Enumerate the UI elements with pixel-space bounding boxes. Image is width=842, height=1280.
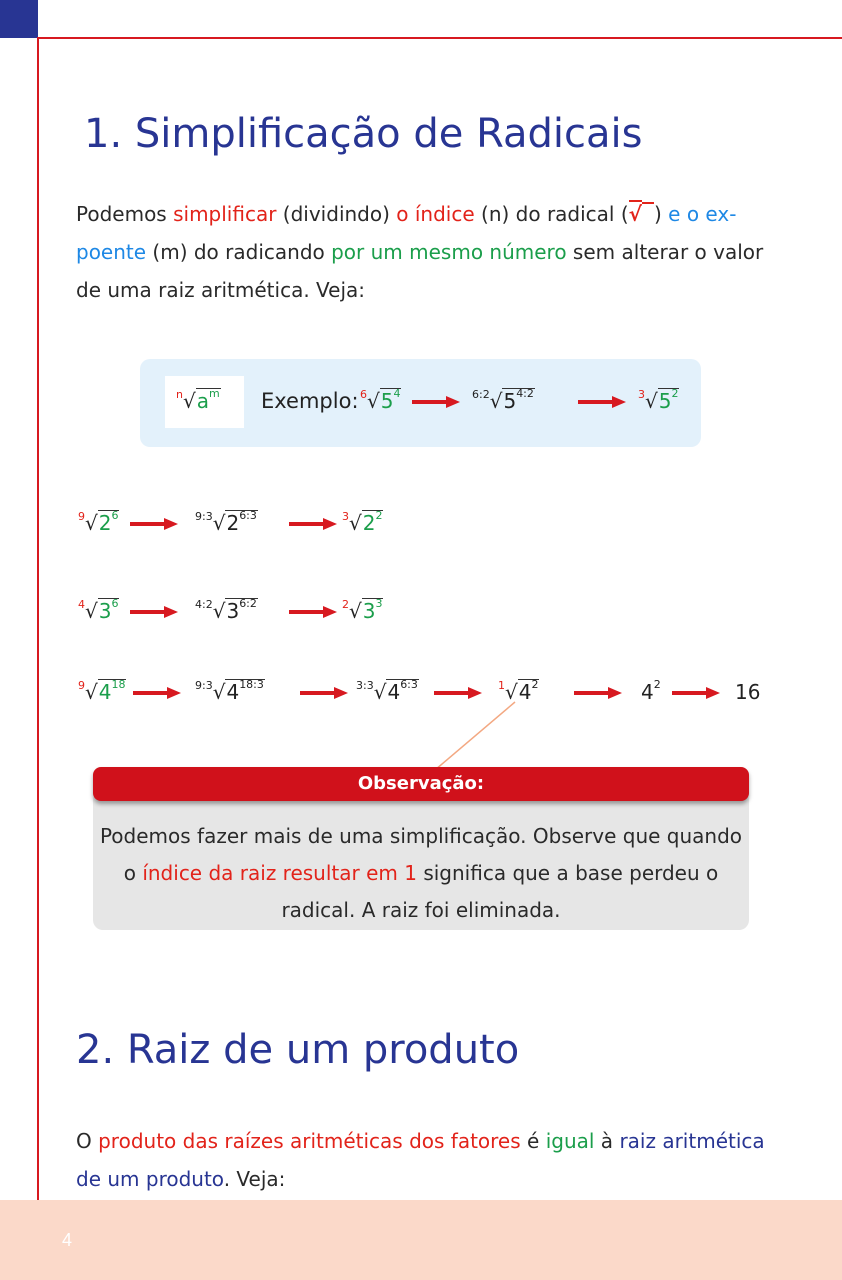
intro-highlight-raiz: de um produto bbox=[76, 1167, 224, 1191]
radicand bbox=[98, 679, 127, 704]
radical-sign: √ bbox=[85, 680, 98, 704]
step-base: 3 bbox=[98, 599, 112, 623]
radicand bbox=[98, 598, 120, 623]
observation-header bbox=[93, 767, 749, 801]
radicand bbox=[658, 388, 680, 413]
observation-text-part: o bbox=[123, 861, 143, 885]
step-index: 9:3 bbox=[195, 679, 213, 692]
radical-sign: √ bbox=[85, 511, 98, 535]
side-rule bbox=[37, 37, 39, 1200]
row3-step-5 bbox=[641, 680, 661, 704]
step-exp: 2 bbox=[653, 678, 661, 691]
step-index: 2 bbox=[342, 598, 349, 611]
section1-title: 1. Simplificação de Radicais bbox=[84, 111, 643, 157]
arrow-icon bbox=[578, 396, 626, 408]
formula-base: a bbox=[196, 389, 209, 413]
radicand bbox=[502, 388, 534, 413]
step-index: 9:3 bbox=[195, 510, 213, 523]
observation-line: Podemos fazer mais de uma simplificação. Observe que quando bbox=[99, 824, 743, 848]
intro-text: (dividindo) bbox=[276, 202, 397, 226]
radical-sign: √ bbox=[367, 389, 380, 413]
step-base: 4 bbox=[518, 680, 532, 704]
example-base: 5 bbox=[503, 389, 517, 413]
step-exp: 2 bbox=[531, 678, 539, 691]
radicand bbox=[225, 510, 257, 535]
footer-band bbox=[0, 1200, 842, 1280]
intro-text: Podemos bbox=[76, 202, 174, 226]
radical-sign: √ bbox=[349, 599, 362, 623]
intro-highlight-mesmo-numero: por um mesmo número bbox=[331, 240, 567, 264]
intro-text: é bbox=[520, 1129, 546, 1153]
intro-highlight-simplificar: simplificar bbox=[173, 202, 277, 226]
intro-text: à bbox=[594, 1129, 620, 1153]
example-base: 5 bbox=[658, 389, 672, 413]
step-exp: 2 bbox=[375, 509, 383, 522]
intro-text: de uma raiz aritmética. Veja: bbox=[76, 278, 366, 302]
step-exp: 6:3 bbox=[400, 678, 418, 691]
row2-step-1 bbox=[78, 599, 119, 623]
radical-sign: √ bbox=[505, 680, 518, 704]
arrow-icon bbox=[574, 687, 622, 699]
example-index: 6 bbox=[360, 388, 367, 401]
step-index: 9 bbox=[78, 679, 85, 692]
example-exp: 4:2 bbox=[516, 387, 534, 400]
radical-sign: √ bbox=[212, 599, 226, 623]
row3-step-1 bbox=[78, 680, 126, 704]
arrow-icon bbox=[130, 606, 178, 618]
arrow-icon bbox=[434, 687, 482, 699]
example-index: 3 bbox=[638, 388, 645, 401]
step-base: 2 bbox=[362, 511, 376, 535]
section2-intro bbox=[76, 1122, 776, 1198]
intro-text: . Veja: bbox=[223, 1167, 286, 1191]
observation-line: radical. A raiz foi eliminada. bbox=[281, 898, 561, 922]
arrow-icon bbox=[133, 687, 181, 699]
section2-title: 2. Raiz de um produto bbox=[76, 1027, 520, 1073]
intro-highlight-produto: produto das raízes aritméticas dos fatores bbox=[98, 1129, 521, 1153]
intro-text: O bbox=[76, 1129, 99, 1153]
example-exp: 2 bbox=[671, 387, 679, 400]
step-base: 3 bbox=[226, 599, 240, 623]
corner-block bbox=[0, 0, 38, 38]
row1-step-2 bbox=[195, 511, 258, 535]
example-step-3 bbox=[638, 389, 679, 413]
radicand bbox=[98, 510, 120, 535]
step-exp: 18 bbox=[111, 678, 126, 691]
step-exp: 6:3 bbox=[239, 509, 257, 522]
step-exp: 6 bbox=[111, 597, 119, 610]
intro-highlight-expoente: e o ex- bbox=[668, 202, 737, 226]
radicand bbox=[196, 388, 221, 413]
intro-highlight-igual: igual bbox=[545, 1129, 595, 1153]
radical-sign: √ bbox=[85, 599, 98, 623]
arrow-icon bbox=[300, 687, 348, 699]
arrow-icon bbox=[130, 518, 178, 530]
step-index: 4 bbox=[78, 598, 85, 611]
example-step-2 bbox=[472, 389, 535, 413]
general-formula bbox=[176, 389, 221, 413]
step-base: 4 bbox=[226, 680, 240, 704]
intro-highlight-raiz: raiz aritmética bbox=[619, 1129, 765, 1153]
arrow-icon bbox=[412, 396, 460, 408]
step-base: 2 bbox=[98, 511, 112, 535]
intro-text: (m) do radicando bbox=[146, 240, 332, 264]
observation-text-part: significa que a base perdeu o bbox=[416, 861, 719, 885]
step-exp: 3 bbox=[375, 597, 383, 610]
row1-step-1 bbox=[78, 511, 119, 535]
row3-result: 16 bbox=[735, 680, 761, 704]
radical-sign: √ bbox=[212, 680, 226, 704]
radical-sign: √ bbox=[373, 680, 387, 704]
row1-step-3 bbox=[342, 511, 383, 535]
step-exp: 6 bbox=[111, 509, 119, 522]
radical-symbol: √ bbox=[628, 202, 642, 226]
formula-exp: m bbox=[209, 387, 220, 400]
section1-intro bbox=[76, 195, 776, 309]
step-base: 4 bbox=[387, 680, 401, 704]
radical-sign: √ bbox=[645, 389, 658, 413]
intro-text: (n) do radical ( bbox=[474, 202, 629, 226]
step-index: 4:2 bbox=[195, 598, 213, 611]
intro-text: sem alterar o valor bbox=[566, 240, 764, 264]
step-index: 1 bbox=[498, 679, 505, 692]
observation-text bbox=[93, 818, 749, 929]
row2-step-3 bbox=[342, 599, 383, 623]
step-base: 4 bbox=[641, 680, 654, 704]
row3-step-2 bbox=[195, 680, 265, 704]
step-index: 9 bbox=[78, 510, 85, 523]
observation-title: Observação: bbox=[357, 773, 485, 794]
intro-highlight-indice: o índice bbox=[396, 202, 475, 226]
example-exp: 4 bbox=[393, 387, 401, 400]
intro-highlight-expoente: poente bbox=[76, 240, 147, 264]
page-number: 4 bbox=[62, 1230, 73, 1250]
top-rule bbox=[38, 37, 842, 39]
row2-step-2 bbox=[195, 599, 258, 623]
radical-bar bbox=[642, 202, 654, 220]
radicand bbox=[225, 598, 257, 623]
example-step-1 bbox=[360, 389, 401, 413]
radical-sign: √ bbox=[212, 511, 226, 535]
radical-sign: √ bbox=[349, 511, 362, 535]
example-base: 5 bbox=[380, 389, 394, 413]
step-exp: 18:3 bbox=[239, 678, 264, 691]
observation-highlight: índice da raiz resultar em 1 bbox=[142, 861, 417, 885]
intro-text: ) bbox=[653, 202, 669, 226]
step-index: 3:3 bbox=[356, 679, 374, 692]
radicand bbox=[518, 679, 540, 704]
step-index: 3 bbox=[342, 510, 349, 523]
radicand bbox=[225, 679, 264, 704]
radical-sign: √ bbox=[182, 389, 196, 413]
radical-sign: √ bbox=[489, 389, 503, 413]
observation-connector bbox=[410, 700, 520, 772]
arrow-icon bbox=[289, 518, 337, 530]
formula-index: n bbox=[176, 388, 183, 401]
step-exp: 6:2 bbox=[239, 597, 257, 610]
example-index: 6:2 bbox=[472, 388, 490, 401]
radicand bbox=[362, 598, 384, 623]
radicand bbox=[380, 388, 402, 413]
step-base: 2 bbox=[226, 511, 240, 535]
radicand bbox=[362, 510, 384, 535]
arrow-icon bbox=[672, 687, 720, 699]
step-base: 4 bbox=[98, 680, 112, 704]
step-base: 3 bbox=[362, 599, 376, 623]
example-label: Exemplo: bbox=[261, 389, 359, 413]
arrow-icon bbox=[289, 606, 337, 618]
